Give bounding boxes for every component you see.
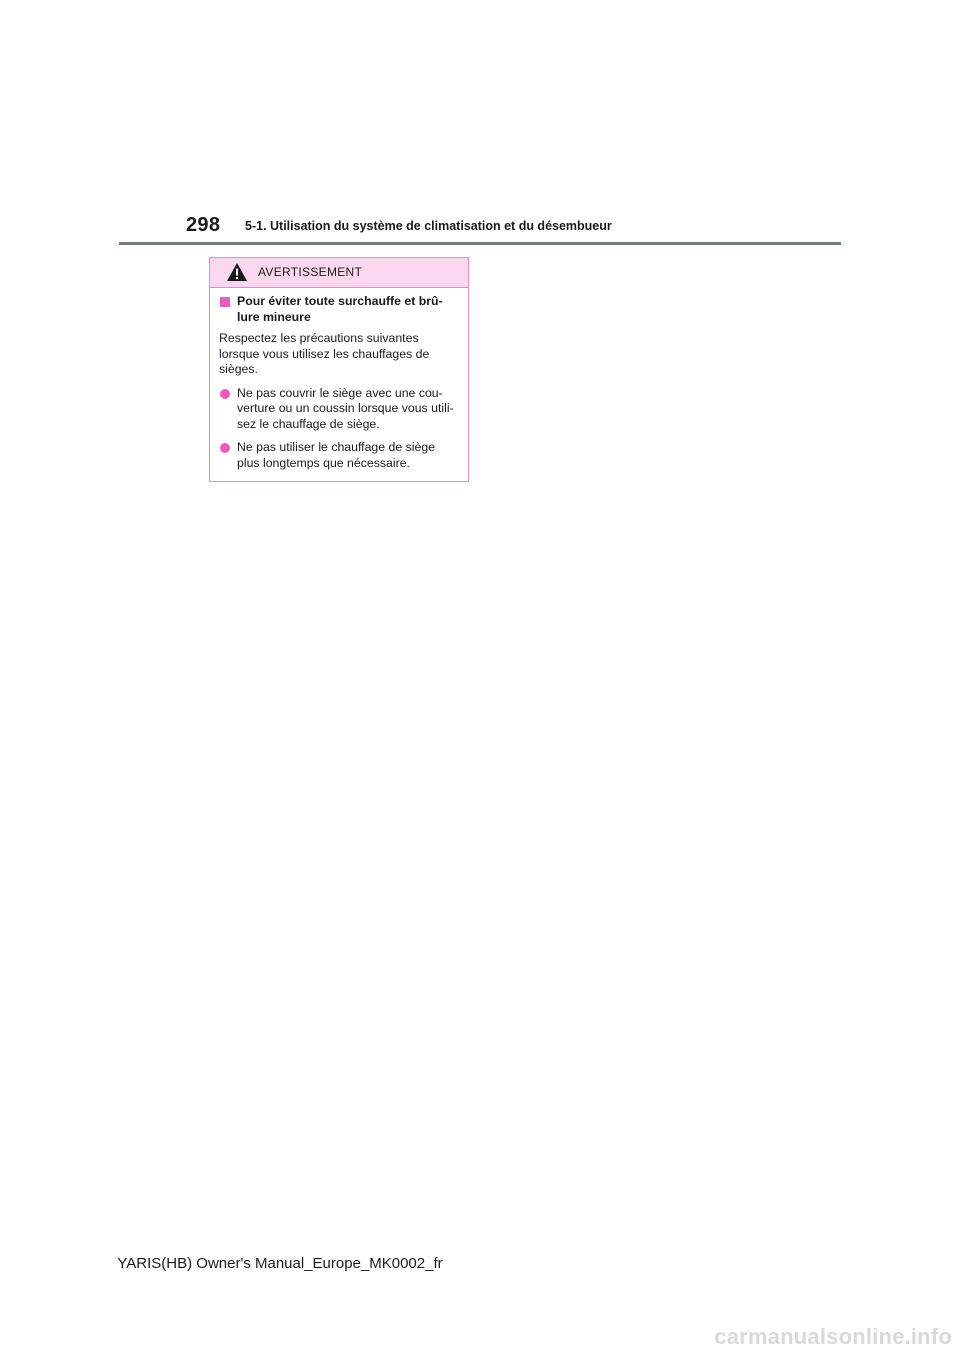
subheading-line: lure mineure (237, 309, 311, 324)
circle-bullet-icon (220, 389, 230, 399)
page-number: 298 (186, 214, 221, 236)
warning-title: AVERTISSEMENT (258, 265, 363, 279)
warning-body (210, 288, 468, 471)
bullet-line: Ne pas couvrir le siège avec une cou- (237, 385, 443, 400)
square-bullet-icon (220, 297, 230, 307)
subheading-line: Pour éviter toute surchauffe et brû- (237, 294, 443, 308)
intro-line: Respectez les précautions suivantes (219, 331, 419, 345)
warning-subheading (219, 294, 454, 325)
bullet-item (219, 386, 454, 433)
warning-header (210, 258, 468, 288)
watermark-logo[interactable]: carmanualsonline.info (714, 1324, 952, 1349)
bullet-item (219, 440, 454, 471)
section-title: 5-1. Utilisation du système de climatisation et du désembueur (245, 219, 612, 233)
footer-manual-id: YARIS(HB) Owner's Manual_Europe_MK0002_fr (117, 1255, 443, 1272)
bullet-line: verture ou un coussin lorsque vous utili- (237, 401, 454, 415)
warning-triangle-icon (226, 262, 248, 282)
warning-intro (219, 331, 454, 378)
circle-bullet-icon (220, 443, 230, 453)
warning-box (209, 257, 469, 482)
bullet-line: plus longtemps que nécessaire. (237, 455, 410, 470)
footer (0, 1255, 960, 1272)
intro-line: lorsque vous utilisez les chauffages de (219, 346, 430, 361)
intro-line: sièges. (219, 362, 258, 376)
bullet-line: sez le chauffage de siège. (237, 416, 380, 431)
bullet-line: Ne pas utiliser le chauffage de siège (237, 440, 436, 454)
header-rule (119, 242, 841, 245)
